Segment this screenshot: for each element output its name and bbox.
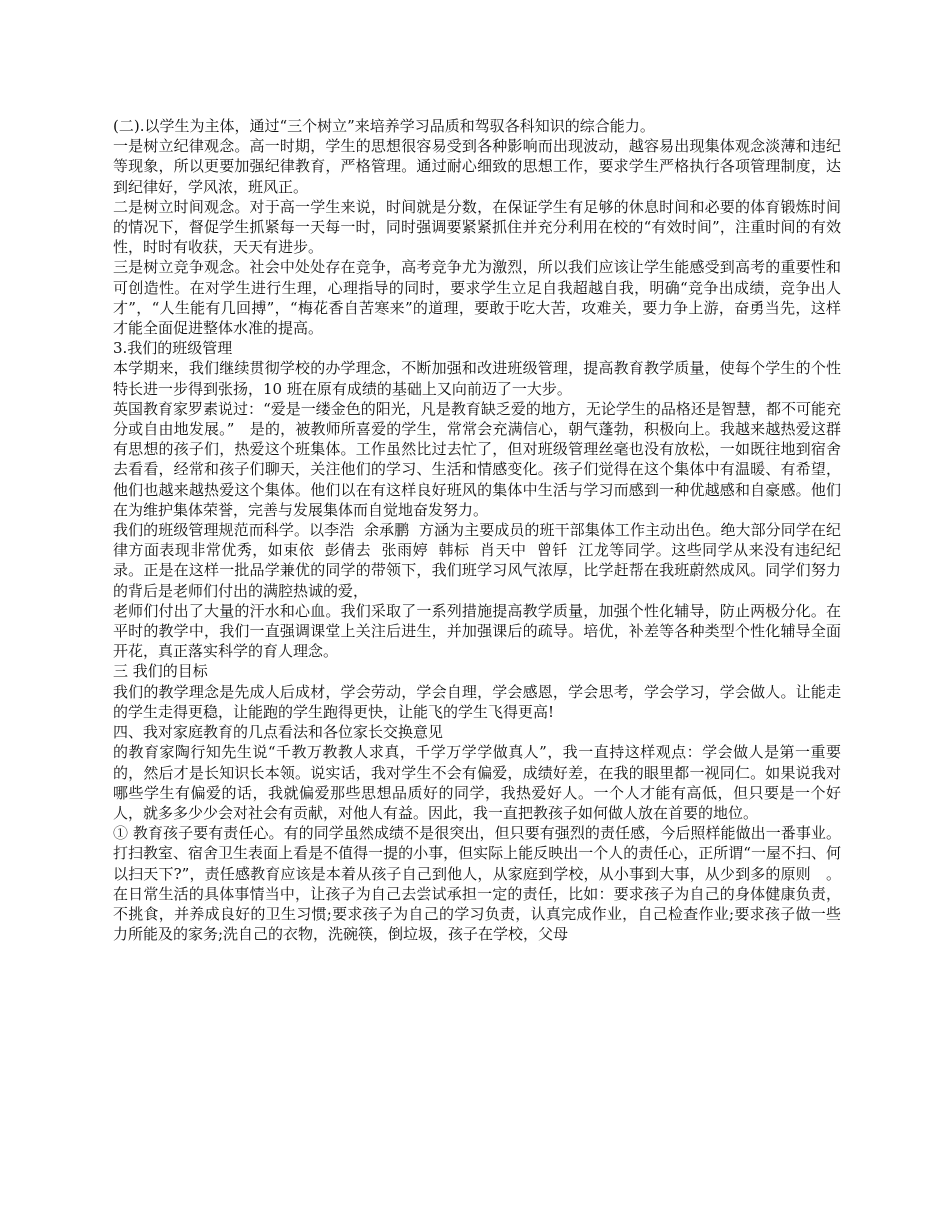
document-page — [113, 116, 841, 944]
section-heading-three-establishments: (二).以学生为主体，通过“三个树立”来培养学习品质和驾驭各科知识的综合能力。 — [113, 117, 655, 135]
section-heading-goals: 三 我们的目标 — [113, 662, 208, 681]
section-heading-family-education: 四、我对家庭教育的几点看法和各位家长交换意见 — [113, 723, 444, 742]
paragraph-semester: 本学期来，我们继续贯彻学校的办学理念，不断加强和改进班级管理，提高教育教学质量，使每个学生的个性特长进一步得到张扬，10 班在原有成绩的基础上又向前迈了一大步。 — [113, 359, 841, 398]
paragraph-teachers-effort: 老师们付出了大量的汗水和心血。我们采取了一系列措施提高教学质量，加强个性化辅导，防止两极分化。在平时的教学中，我们一直强调课堂上关注后进生，并加强课后的疏导。培优，补差等各种类型个性化辅导全面开花，真正落实科学的育人理念。 — [113, 601, 841, 661]
section-heading-class-management: 3.我们的班级管理 — [113, 339, 233, 358]
paragraph-tao-xingzhi: 的教育家陶行知先生说“千教万教教人求真，千学万学学做真人”，我一直持这样观点：学会做人是第一重要的，然后才是长知识长本领。说实话，我对学生不会有偏爱，成绩好差，在我的眼里都一视同仁。如果说我对哪些学生有偏爱的话，我就偏爱那些思想品质好的同学，我热爱好人。一个人才能有高低，但只要是一个好人，就多多少少会对社会有贡献，对他人有益。因此，我一直把教孩子如何做人放在首要的地位。 — [113, 743, 841, 822]
paragraph-responsibility: ① 教育孩子要有责任心。有的同学虽然成绩不是很突出，但只要有强烈的责任感，今后照样能做出一番事业。打扫教室、宿舍卫生表面上看是不值得一提的小事，但实际上能反映出一个人的责任心，正所谓“一屋不扫、何以扫天下?”，责任感教育应该是本着从孩子自己到他人，从家庭到学校，从小事到大事，从少到多的原则 。在日常生活的具体事情当中，让孩子为自己去尝试承担一定的责任，比如：要求孩子为自己的身体健康负责，不挑食，并养成良好的卫生习惯;要求孩子为自己的学习负责，认真完成作业，自己检查作业;要求孩子做一些力所能及的家务;洗自己的衣物，洗碗筷，倒垃圾，孩子在学校，父母 — [113, 824, 841, 944]
paragraph-discipline: 一是树立纪律观念。高一时期，学生的思想很容易受到各种影响而出现波动，越容易出现集体观念淡薄和违纪等现象，所以更要加强纪律教育，严格管理。通过耐心细致的思想工作，要求学生严格执行各项管理制度，达到纪律好，学风浓，班风正。 — [113, 137, 841, 196]
paragraph-class-cadres: 我们的班级管理规范而科学。以李浩 余承鹏 方涵为主要成员的班干部集体工作主动出色。绝大部分同学在纪律方面表现非常优秀，如束依 彭倩去 张雨婷 韩标 肖天中 曾钎 江龙等同学。这些同学从来没有违纪纪录。正是在这样一批品学兼优的同学的带领下，我们班学习风气浓厚，比学赶帮在我班蔚然成风。同学们努力的背后是老师们付出的满腔热诚的爱， — [113, 521, 841, 600]
paragraph-competition: 三是树立竞争观念。社会中处处存在竞争，高考竞争尤为激烈，所以我们应该让学生能感受到高考的重要性和可创造性。在对学生进行生理，心理指导的同时，要求学生立足自我超越自我，明确“竞争出成绩，竞争出人才”，“人生能有几回搏”，“梅花香自苦寒来”的道理，要敢于吃大苦，攻难关，要力争上游，奋勇当先，这样才能全面促进整体水准的提高。 — [113, 258, 841, 338]
paragraph-time: 二是树立时间观念。对于高一学生来说，时间就是分数，在保证学生有足够的休息时间和必要的体育锻炼时间的情况下，督促学生抓紧每一天每一时，同时强调要紧紧抓住并充分利用在校的“有效时间”，注重时间的有效性，时时有收获，天天有进步。 — [113, 197, 841, 257]
paragraph-teaching-philosophy: 我们的教学理念是先成人后成材，学会劳动，学会自理，学会感恩，学会思考，学会学习，学会做人。让能走的学生走得更稳，让能跑的学生跑得更快，让能飞的学生飞得更高! — [113, 682, 841, 721]
paragraph-russell-quote: 英国教育家罗素说过：“爱是一缕金色的阳光，凡是教育缺乏爱的地方，无论学生的品格还是智慧，都不可能充分或自由地发展。” 是的，被教师所喜爱的学生，常常会充满信心，朝气蓬勃，积极向上。我越来越热爱这群有思想的孩子们，热爱这个班集体。工作虽然比过去忙了，但对班级管理丝毫也没有放松，一如既往地到宿舍去看看，经常和孩子们聊天，关注他们的学习、生活和情感变化。孩子们觉得在这个集体中有温暖、有希望，他们也越来越热爱这个集体。他们以在有这样良好班风的集体中生活与学习而感到一种优越感和自豪感。他们在为维护集体荣誉，完善与发展集体而自觉地奋发努力。 — [113, 399, 841, 519]
